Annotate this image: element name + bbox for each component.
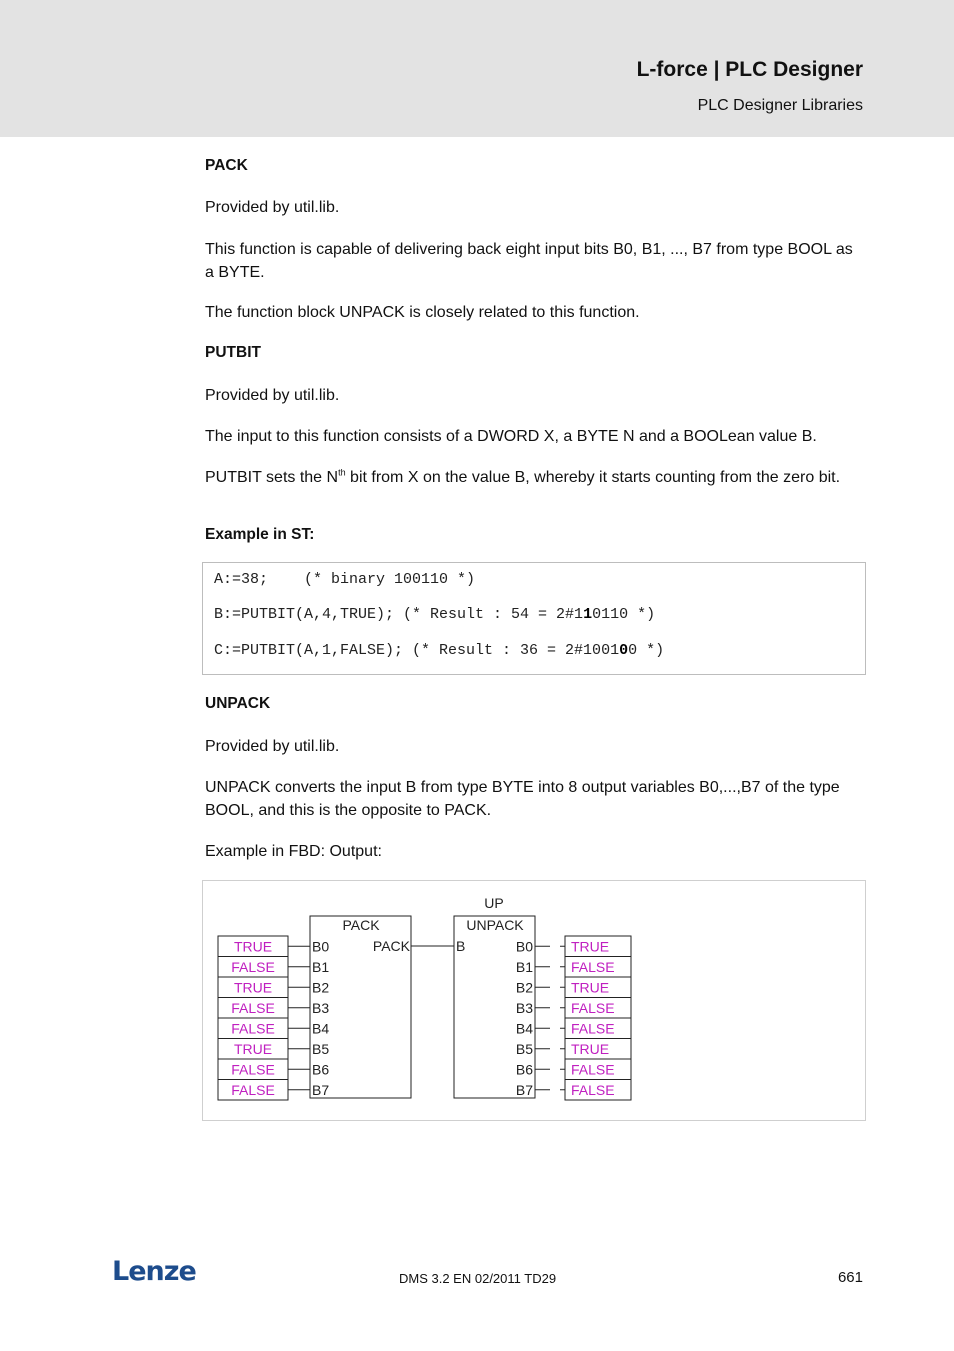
pack-related: The function block UNPACK is closely related to this function. (205, 304, 640, 321)
output-value-label: FALSE (571, 999, 615, 1016)
code-text: A:=38; (* binary 100110 *) (214, 571, 476, 588)
code-line (214, 606, 655, 623)
code-text: 0110 *) (592, 606, 656, 623)
putbit-description (205, 466, 865, 489)
unpack-block-title: UNPACK (466, 917, 524, 933)
code-bold-bit: 0 (619, 642, 629, 659)
pack-provided: Provided by util.lib. (205, 199, 340, 216)
code-example-box (202, 562, 866, 675)
unpack-output-pin: B3 (515, 999, 533, 1016)
unpack-provided: Provided by util.lib. (205, 738, 340, 755)
input-value-label: FALSE (231, 958, 275, 975)
input-value-label: FALSE (231, 1020, 275, 1037)
input-value-label: TRUE (233, 938, 273, 955)
code-text: C:=PUTBIT(A,1,FALSE); (* Result : 36 = 2#1001 (214, 642, 620, 659)
pack-input-pin: B2 (312, 979, 330, 996)
page-header (0, 0, 954, 137)
pack-block-title: PACK (342, 917, 380, 933)
code-bold-bit: 1 (583, 606, 593, 623)
putbit-provided: Provided by util.lib. (205, 387, 340, 404)
heading-unpack: UNPACK (205, 695, 271, 712)
code-line (214, 642, 664, 659)
pack-input-pin: B1 (312, 958, 330, 975)
unpack-description: UNPACK converts the input B from type BYTE into 8 output variables B0,...,B7 of the type BOOL, and this is the opposite to PACK. (205, 779, 840, 819)
pack-input-pin: B3 (312, 999, 330, 1016)
page-number: 661 (837, 1269, 863, 1286)
unpack-output-pin: B2 (515, 979, 533, 996)
heading-example-st: Example in ST: (205, 526, 315, 543)
unpack-output-pin: B1 (515, 958, 533, 975)
unpack-output-pin: B7 (515, 1081, 533, 1098)
code-text: 0 *) (628, 642, 665, 659)
input-value-label: FALSE (231, 1081, 275, 1098)
output-value-label: FALSE (571, 1061, 615, 1078)
footer-document-id: DMS 3.2 EN 02/2011 TD29 (399, 1271, 557, 1286)
fbd-diagram (203, 881, 865, 1120)
lenze-logo: Lenze (112, 1256, 196, 1287)
fbd-instance-name: UP (484, 895, 504, 911)
code-line (214, 571, 475, 588)
input-value-label: FALSE (231, 999, 275, 1016)
pack-input-pin: B0 (312, 938, 330, 955)
input-value-label: TRUE (233, 979, 273, 996)
output-value-label: TRUE (571, 938, 610, 955)
putbit-desc-part2: bit from X on the value B, whereby it starts counting from the zero bit. (345, 469, 841, 486)
input-value-label: FALSE (231, 1061, 275, 1078)
code-text: B:=PUTBIT(A,4,TRUE); (* Result : 54 = 2#1 (214, 606, 584, 623)
heading-putbit: PUTBIT (205, 344, 261, 361)
output-value-label: TRUE (571, 1040, 610, 1057)
output-value-label: TRUE (571, 979, 610, 996)
pack-description: This function is capable of delivering back eight input bits B0, B1, ..., B7 from type BOOL as a BYTE. (205, 241, 853, 281)
pack-output-pin: PACK (372, 938, 410, 954)
pack-input-pin: B7 (312, 1081, 330, 1098)
unpack-output-pin: B5 (515, 1040, 533, 1057)
unpack-output-pin: B4 (515, 1020, 533, 1037)
putbit-inputs: The input to this function consists of a DWORD X, a BYTE N and a BOOLean value B. (205, 428, 817, 445)
fbd-figure-frame (202, 880, 866, 1121)
output-value-label: FALSE (571, 1020, 615, 1037)
putbit-desc-superscript: th (338, 467, 346, 478)
heading-pack: PACK (205, 157, 248, 174)
putbit-desc-part1: PUTBIT sets the N (205, 469, 339, 486)
unpack-input-pin: B (456, 938, 466, 954)
pack-input-pin: B5 (312, 1040, 330, 1057)
pack-input-pin: B6 (312, 1061, 330, 1078)
output-value-label: FALSE (571, 958, 615, 975)
input-value-label: TRUE (233, 1040, 273, 1057)
unpack-output-pin: B0 (515, 938, 533, 955)
pack-input-pin: B4 (312, 1020, 330, 1037)
unpack-example-label: Example in FBD: Output: (205, 843, 382, 860)
document-subtitle: PLC Designer Libraries (697, 97, 863, 114)
document-title: L-force | PLC Designer (636, 58, 863, 81)
unpack-output-pin: B6 (515, 1061, 533, 1078)
output-value-label: FALSE (571, 1081, 615, 1098)
